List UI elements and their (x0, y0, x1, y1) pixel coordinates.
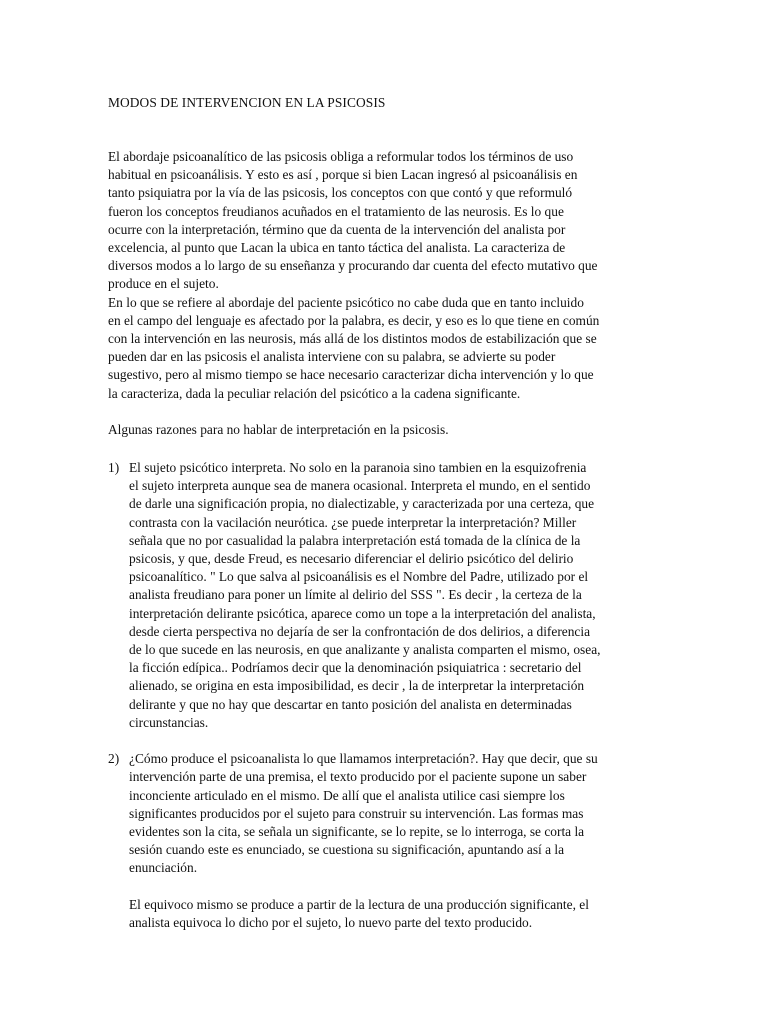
list-item-text: El sujeto psicótico interpreta. No solo en la paranoia sino tambien en la esquizofrenia el sujeto interpreta aunque sea de manera ocasional. Interpreta el mundo, en el sentido de darle una significación propia, no dialectizable, y caracterizada por una certeza, que contrasta con la vacilación neurótica. ¿se puede interpretar la interpretación? Miller señala que no por casualidad la palabra interpretación está tomada de la clínica de la psicosis, y que, desde Freud, es necesario diferenciar el delirio psicótico del delirio psicoanalítico. " Lo que salva al psicoanálisis es el Nombre del Padre, utilizado por el analista freudiano para poner un límite al delirio del SSS ". Es decir , la certeza de la interpretación delirante psicótica, aparece como un tope a la interpretación del analista, desde cierta perspectiva no dejaría de ser la confrontación de dos delirios, a diferencia de lo que sucede en las neurosis, en que analizante y analista comparten el mismo, osea, la ficción edípica.. Podríamos decir que la denominación psiquiatrica : secretario del alienado, se origina en esta imposibilidad, es decir , la de interpretar la interpretación delirante y que no hay que descartar en tanto posición del analista en determinadas circunstancias. (129, 460, 601, 730)
section-subtitle: Algunas razones para no hablar de interpretación en la psicosis. (108, 421, 449, 437)
list-item-number: 2) (108, 751, 120, 767)
list-item-body (129, 459, 668, 732)
intro-paragraph: El abordaje psicoanalítico de las psicosis obliga a reformular todos los términos de uso habitual en psicoanálisis. Y esto es así , porque si bien Lacan ingresó al psicoanálisis en tanto psiquiatra por la vía de las psicosis, los conceptos con que contó y que reformuló fueron los conceptos freudianos acuñados en el tratamiento de las neurosis. Es lo que ocurre con la interpretación, término que da cuenta de la intervención del analista por excelencia, al punto que Lacan la ubica en tanto táctica del analista. La caracteriza de diversos modos a lo largo de su enseñanza y procurando dar cuenta del efecto mutativo que produce en el sujeto. En lo que se refiere al abordaje del paciente psicótico no cabe duda que en tanto incluido en el campo del lenguaje es afectado por la palabra, es decir, y eso es lo que tiene en común con la intervención en las neurosis, más allá de los distintos modos de estabilización que se pueden dar en las psicosis el analista interviene con su palabra, se advierte su poder sugestivo, pero al mismo tiempo se hace necesario caracterizar dicha intervención y lo que la caracteriza, dada la peculiar relación del psicótico a la cadena significante. (108, 149, 600, 401)
numbered-list (108, 459, 668, 932)
document-title: MODOS DE INTERVENCION EN LA PSICOSIS (108, 95, 386, 110)
list-item (108, 750, 668, 932)
list-item-continuation: El equivoco mismo se produce a partir de la lectura de una producción significante, el analista equivoca lo dicho por el sujeto, lo nuevo parte del texto producido. (129, 896, 589, 930)
document-page (108, 94, 668, 950)
list-item-body (129, 750, 668, 932)
list-item (108, 459, 668, 732)
list-item-number: 1) (108, 460, 120, 476)
list-item-text: ¿Cómo produce el psicoanalista lo que llamamos interpretación?. Hay que decir, que su intervención parte de una premisa, el texto producido por el paciente supone un saber inconciente articulado en el mismo. De allí que el analista utilice casi siempre los significantes producidos por el sujeto para construir su intervención. Las formas mas evidentes son la cita, se señala un significante, se lo repite, se lo interroga, se corta la sesión cuando este es enunciado, se cuestiona su significación, apuntando así a la enunciación. (129, 751, 598, 876)
